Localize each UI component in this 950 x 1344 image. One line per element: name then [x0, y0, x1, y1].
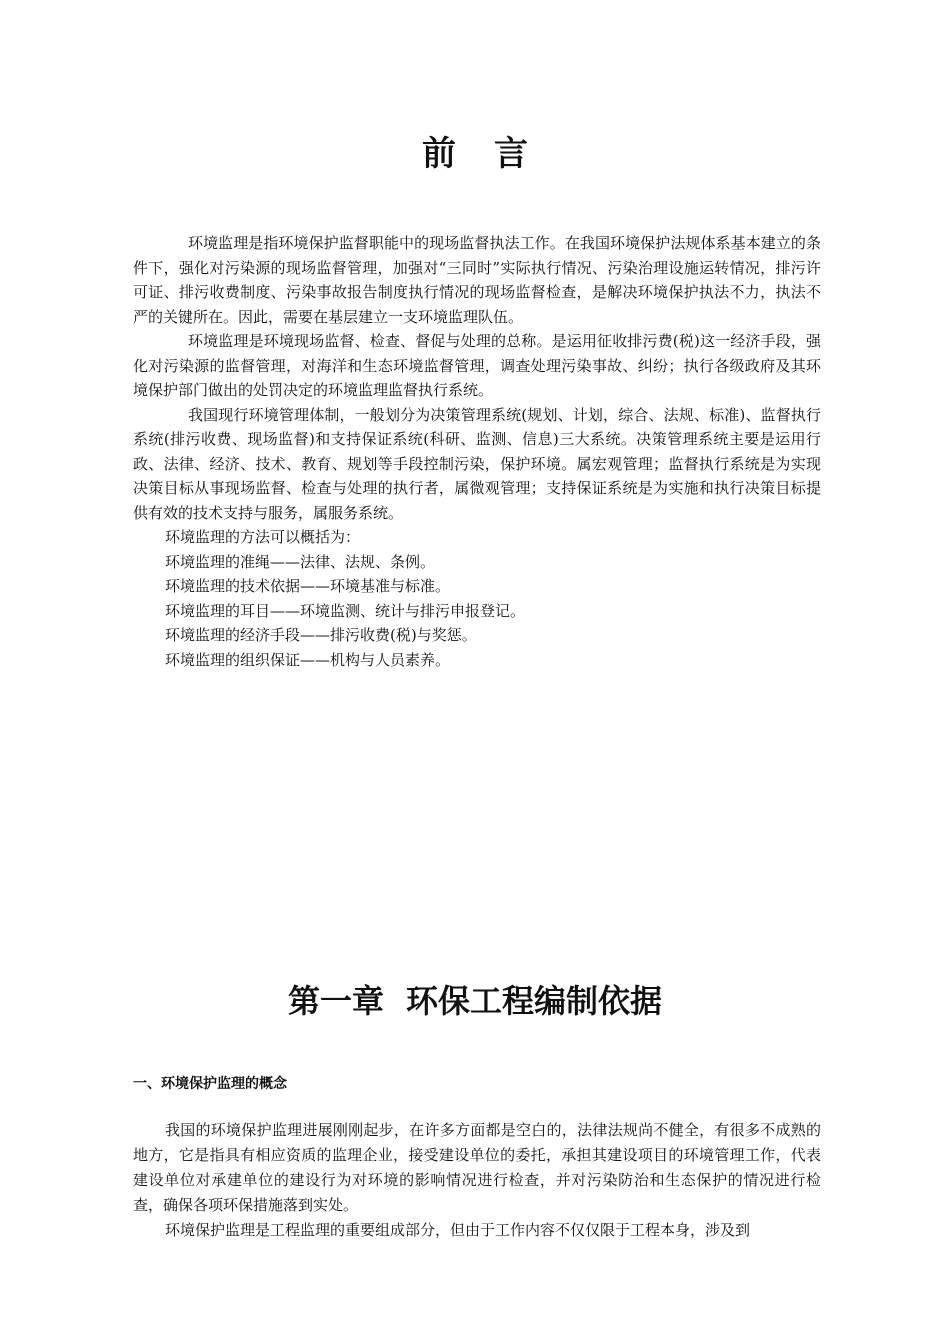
chapter-title: [0, 978, 950, 1024]
method-item-5: 环境监理的组织保证——机构与人员素养。: [165, 650, 451, 669]
chapter-paragraph-2: 环境保护监理是工程监理的重要组成部分，但由于工作内容不仅仅限于工程本身，涉及到: [165, 1221, 751, 1239]
method-intro: 环境监理的方法可以概括为：: [165, 528, 361, 546]
method-item-1: 环境监理的准绳——法律、法规、条例。: [165, 552, 436, 571]
preface-body: [133, 231, 821, 672]
method-item-3: 环境监理的耳目——环境监测、统计与排污申报登记。: [165, 601, 526, 620]
method-item-2: 环境监理的技术依据——环境基准与标准。: [165, 577, 451, 595]
chapter-body: [133, 1118, 821, 1243]
section-heading: 一、环境保护监理的概念: [133, 1076, 287, 1092]
preface-paragraph-3: 我国现行环境管理体制，一般划分为决策管理系统(规划、计划，综合、法规、标准)、监督执行系统(排污收费、现场监督)和支持保证系统(科研、监测、信息)三大系统。决策管理系统主要是运用行政、法律、经济、技术、教育、规划等手段控制污染，保护环境。属宏观管理；监督执行系统是为实现决策目标从事现场监督、检查与处理的执行者，属微观管理；支持保证系统是为实施和执行决策目标提供有效的技术支持与服务，属服务系统。: [133, 405, 821, 522]
chapter-paragraph-1: 我国的环境保护监理进展刚刚起步，在许多方面都是空白的，法律法规尚不健全，有很多不成熟的地方，它是指具有相应资质的监理企业，接受建设单位的委托，承担其建设项目的环境管理工作，代表建设单位对承建单位的建设行为对环境的影响情况进行检查，并对污染防治和生态保护的情况进行检查，确保各项环保措施落到实处。: [133, 1121, 821, 1214]
preface-paragraph-2: 环境监理是环境现场监督、检查、督促与处理的总称。是运用征收排污费(税)这一经济手段，强化对污染源的监督管理，对海洋和生态环境监督管理，调查处理污染事故、纠纷；执行各级政府及其环境保护部门做出的处罚决定的环境监理监督执行系统。: [133, 332, 821, 399]
chapter-number: 第一章: [287, 982, 384, 1020]
preface-paragraph-1: 环境监理是指环境保护监督职能中的现场监督执法工作。在我国环境保护法规体系基本建立的条件下，强化对污染源的现场监督管理，加强对“三同时”实际执行情况、污染治理设施运转情况，排污许可证、排污收费制度、污染事故报告制度执行情况的现场监督检查，是解决环境保护执法不力，执法不严的关键所在。因此，需要在基层建立一支环境监理队伍。: [133, 234, 821, 326]
method-item-4: 环境监理的经济手段——排污收费(税)与奖惩。: [165, 626, 477, 644]
chapter-name: 环保工程编制依据: [406, 982, 663, 1020]
preface-title: 前言: [422, 134, 566, 174]
